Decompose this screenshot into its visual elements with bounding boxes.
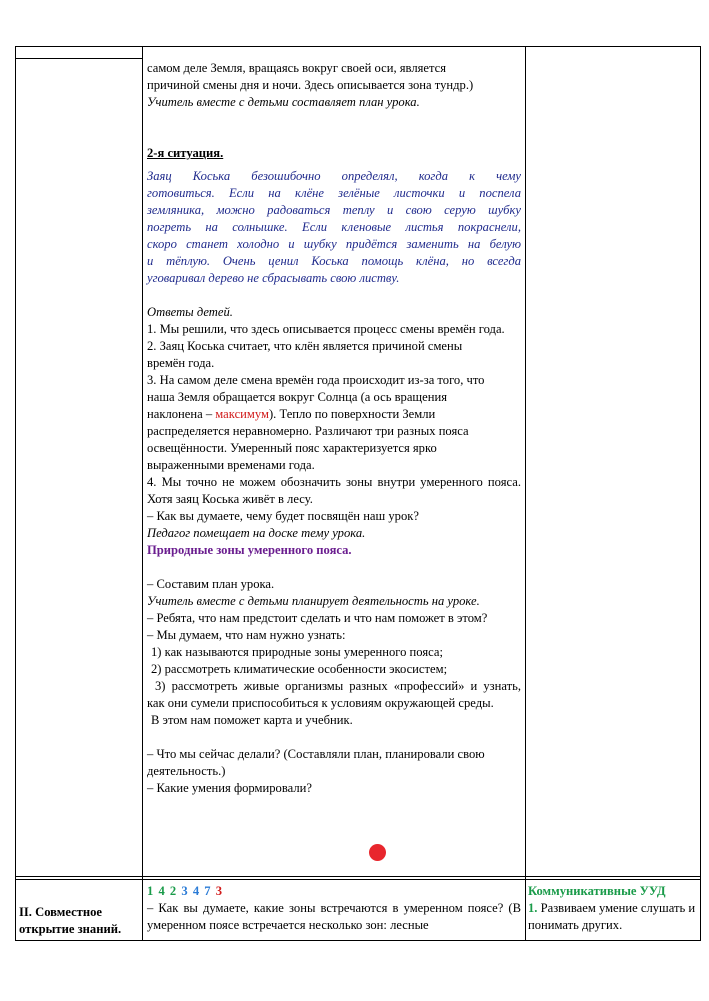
teacher-topic-note: Педагог помещает на доске тему урока. — [147, 526, 366, 540]
question-help: – Ребята, что нам предстоит сделать и что нам поможет в этом? — [147, 611, 488, 625]
answer-3-part-2: ). Тепло по поверхности Земли распределяется неравномерно. Различают три разных пояса освещённости. Умеренный пояс характеризуется ярко выраженными временами года. — [147, 407, 469, 472]
story-text — [147, 168, 521, 287]
teacher-plan-note: Учитель вместе с детьми составляет план урока. — [147, 95, 420, 109]
uud-cell — [528, 883, 698, 934]
story-line: скоро станет холодно и шубку придётся заменить на белую — [147, 237, 521, 251]
question-doing: – Что мы сейчас делали? (Составляли план, планировали свою деятельность.) — [147, 747, 485, 778]
answer-4: 4. Мы точно не можем обозначить зоны внутри умеренного пояса. Хотя заяц Коська живёт в лесу. — [147, 475, 521, 506]
seq-num: 1 — [147, 884, 155, 898]
answer-3-highlight: максимум — [215, 407, 269, 421]
helpers-note: В этом нам поможет карта и учебник. — [151, 713, 353, 727]
col-divider-2 — [525, 46, 526, 941]
teacher-activity-note: Учитель вместе с детьми планирует деятельность на уроке. — [147, 594, 480, 608]
question-zones: – Как вы думаете, какие зоны встречаются в умеренном поясе? (В умеренном поясе встречается несколько зон: лесные — [147, 901, 521, 932]
seq-num: 3 — [181, 884, 189, 898]
section2-content-cell — [147, 883, 521, 934]
uud-heading: Коммуникативные УУД — [528, 884, 666, 898]
seq-num: 4 — [158, 884, 166, 898]
answer-3-part-1: 3. На самом деле смена времён года происходит из-за того, что наша Земля обращается вокруг Солнца (а ось вращения наклонена – — [147, 373, 485, 421]
stage-label: II. Совместное открытие знаний. — [19, 905, 122, 936]
story-line: Заяц Коська безошибочно определял, когда к чему — [147, 169, 521, 183]
stage-label-cell — [19, 904, 139, 938]
story-line: и тёплую. Очень ценил Коська помощь клёна, но всегда — [147, 254, 521, 268]
right-border — [700, 46, 701, 941]
answer-1: 1. Мы решили, что здесь описывается процесс смены времён года. — [147, 322, 505, 336]
row-divider — [15, 876, 701, 877]
plan-item-1: 1) как называются природные зоны умеренного пояса; — [151, 645, 443, 659]
red-marker-dot — [369, 844, 386, 861]
uud-item — [528, 900, 698, 934]
story-line: земляника, можно радоваться теплу и свою серую шубку — [147, 203, 521, 217]
question-skills: – Какие умения формировали? — [147, 781, 312, 795]
left-col-top-rule — [15, 58, 142, 59]
lesson-content-cell — [147, 60, 521, 797]
seq-num: 3 — [215, 884, 224, 898]
situation-heading: 2-я ситуация. — [147, 146, 224, 160]
answers-heading: Ответы детей. — [147, 305, 233, 319]
story-line: готовиться. Если на клёне зелёные листочки и поспела — [147, 186, 521, 200]
answer-need: – Мы думаем, что нам нужно узнать: — [147, 628, 346, 642]
story-line: погреть на солнышке. Если кленовые листья покраснели, — [147, 220, 521, 234]
answer-2: 2. Заяц Коська считает, что клён является причиной смены времён года. — [147, 339, 463, 370]
row-divider-inner — [15, 879, 701, 880]
col-divider-1 — [142, 46, 143, 941]
uud-item-text: Развиваем умение слушать и понимать других. — [528, 901, 696, 932]
sequence-numbers — [147, 883, 521, 900]
seq-num: 4 — [192, 884, 201, 898]
intro-line-2: причиной смены дня и ночи. Здесь описывается зона тундр.) — [147, 78, 474, 92]
topic-title: Природные зоны умеренного пояса. — [147, 543, 352, 557]
seq-num: 7 — [204, 884, 212, 898]
plan-prompt: – Составим план урока. — [147, 577, 275, 591]
bottom-border — [15, 940, 701, 941]
answer-3 — [147, 372, 487, 474]
question-topic: – Как вы думаете, чему будет посвящён наш урок? — [147, 509, 419, 523]
intro-line-1: самом деле Земля, вращаясь вокруг своей оси, является — [147, 61, 447, 75]
top-border — [15, 46, 701, 47]
plan-item-3: 3) рассмотреть живые организмы разных «профессий» и узнать, как они сумели приспособиться к условиям окружающей среды. — [147, 679, 521, 710]
left-border — [15, 46, 16, 941]
story-line: уговаривал дерево не сбрасывать свою листву. — [147, 271, 400, 285]
uud-item-number: 1. — [528, 901, 538, 915]
plan-item-2: 2) рассмотреть климатические особенности экосистем; — [151, 662, 448, 676]
seq-num: 2 — [169, 884, 178, 898]
